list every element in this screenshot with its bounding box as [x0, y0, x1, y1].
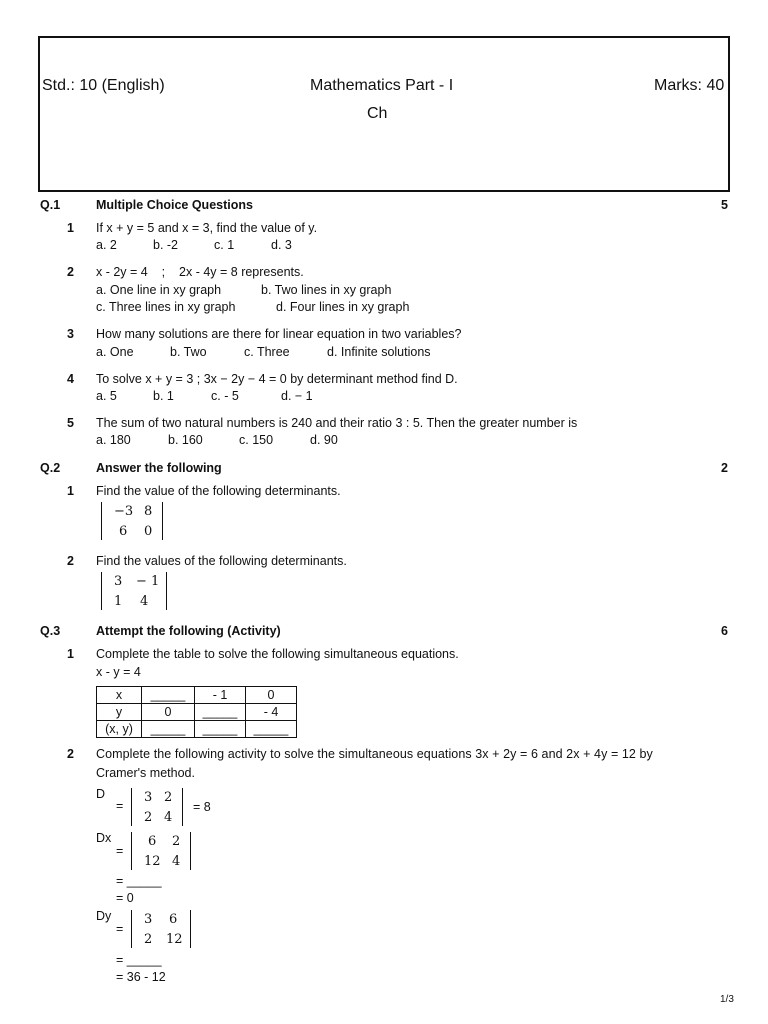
question-number: 1	[67, 647, 74, 661]
q3-marks: 6	[721, 624, 728, 638]
page-number: 1/3	[720, 994, 734, 1005]
q2-title: Answer the following	[96, 461, 222, 475]
table-cell: _____	[246, 721, 297, 738]
dy-label: Dy	[96, 909, 112, 923]
table-cell: _____	[142, 687, 195, 704]
option: b. Two	[170, 345, 207, 359]
q1-label: Q.1	[40, 198, 61, 212]
total-marks: Marks: 40	[654, 77, 725, 94]
table-row	[97, 687, 297, 704]
question-number: 4	[67, 372, 74, 386]
d-label: D	[96, 787, 106, 801]
table-cell: _____	[142, 721, 195, 738]
option: d. 3	[271, 238, 292, 252]
option: c. Three lines in xy graph	[96, 300, 236, 314]
question-number: 1	[67, 221, 74, 235]
question-text: How many solutions are there for linear equation in two variables?	[96, 327, 462, 341]
option: c. 1	[214, 238, 235, 252]
question-text: Find the values of the following determinants.	[96, 554, 347, 568]
determinant: −3 8 6 0	[101, 502, 163, 540]
dx-label: Dx	[96, 831, 112, 845]
q1-title: Multiple Choice Questions	[96, 198, 253, 212]
option: a. 5	[96, 389, 117, 403]
question-text: The sum of two natural numbers is 240 and their ratio 3 : 5. Then the greater number is	[96, 416, 578, 430]
equals-sign: =	[116, 922, 124, 936]
question-number: 2	[67, 747, 74, 761]
question-number: 2	[67, 265, 74, 279]
option: c. Three	[244, 345, 290, 359]
question-text: Complete the table to solve the following simultaneous equations.	[96, 647, 459, 661]
d-result: = 8	[193, 800, 211, 814]
dx-blank: = _____	[116, 874, 162, 888]
table-cell: _____	[195, 704, 246, 721]
option: a. 180	[96, 433, 131, 447]
equals-sign: =	[116, 844, 124, 858]
table-cell: (x, y)	[97, 721, 142, 738]
option: a. 2	[96, 238, 117, 252]
question-number: 3	[67, 327, 74, 341]
option: c. - 5	[211, 389, 239, 403]
table-cell: _____	[195, 721, 246, 738]
question-text: If x + y = 5 and x = 3, find the value of y.	[96, 221, 318, 235]
question-text: Find the value of the following determinants.	[96, 484, 341, 498]
option: d. Four lines in xy graph	[276, 300, 410, 314]
table-cell: x	[97, 687, 142, 704]
option: b. -2	[153, 238, 179, 252]
equation: x - y = 4	[96, 665, 141, 679]
table-cell: 0	[142, 704, 195, 721]
option: a. One line in xy graph	[96, 283, 222, 297]
dy-result: = 36 - 12	[116, 970, 166, 984]
determinant-dx: 6 2 12 4	[131, 832, 191, 870]
q2-marks: 2	[721, 461, 728, 475]
subject-title: Mathematics Part - I	[310, 77, 454, 94]
q3-label: Q.3	[40, 624, 61, 638]
question-text: x - 2y = 4 ; 2x - 4y = 8 represents.	[96, 265, 304, 279]
option: d. − 1	[281, 389, 313, 403]
q3-title: Attempt the following (Activity)	[96, 624, 281, 638]
option: b. Two lines in xy graph	[261, 283, 392, 297]
table-row	[97, 704, 297, 721]
question-text: To solve x + y = 3 ; 3x − 2y − 4 = 0 by determinant method find D.	[96, 372, 458, 386]
table-row	[97, 721, 297, 738]
q1-marks: 5	[721, 198, 728, 212]
activity-table	[96, 686, 297, 738]
table-cell: 0	[246, 687, 297, 704]
table-cell: - 4	[246, 704, 297, 721]
dy-blank: = _____	[116, 953, 162, 967]
option: b. 1	[153, 389, 174, 403]
option: d. Infinite solutions	[327, 345, 431, 359]
determinant: 3 − 1 1 4	[101, 572, 167, 610]
question-text-continued: Cramer's method.	[96, 766, 195, 780]
option: d. 90	[310, 433, 338, 447]
table-cell: y	[97, 704, 142, 721]
option: b. 160	[168, 433, 203, 447]
q2-label: Q.2	[40, 461, 61, 475]
option: c. 150	[239, 433, 274, 447]
question-number: 2	[67, 554, 74, 568]
standard-label: Std.: 10 (English)	[42, 77, 165, 94]
question-text: Complete the following activity to solve the simultaneous equations 3x + 2y = 6 and 2x + 4y = 12 by	[96, 747, 653, 761]
option: a. One	[96, 345, 134, 359]
question-number: 1	[67, 484, 74, 498]
dx-result: = 0	[116, 891, 134, 905]
determinant-d: 3 2 2 4	[131, 788, 183, 826]
determinant-dy: 3 6 2 12	[131, 910, 191, 948]
chapter-label: Ch	[367, 105, 388, 122]
table-cell: - 1	[195, 687, 246, 704]
question-number: 5	[67, 416, 74, 430]
equals-sign: =	[116, 799, 124, 813]
